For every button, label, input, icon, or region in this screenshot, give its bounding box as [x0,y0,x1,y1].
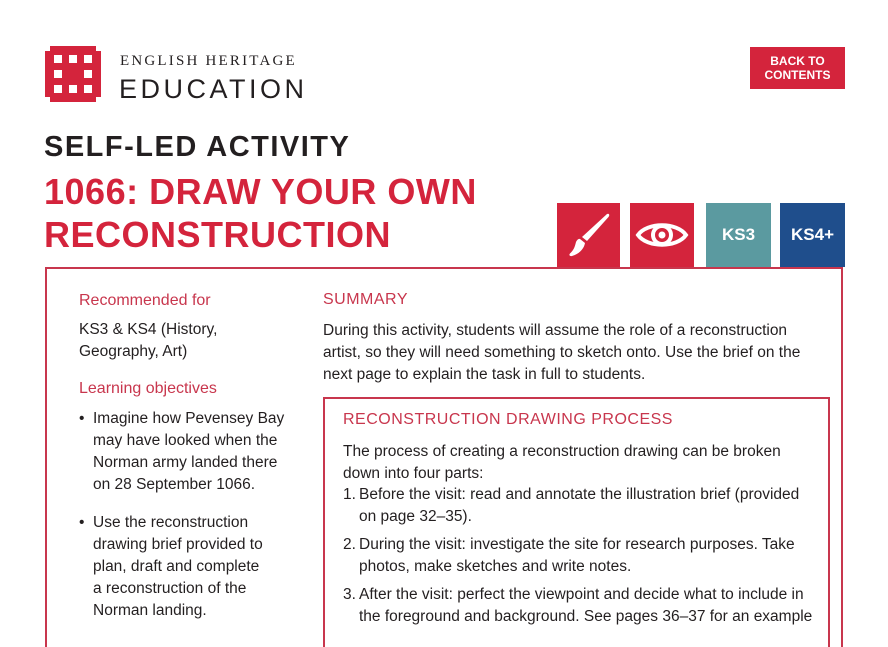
step-number: 2. [343,536,356,553]
step-line: on page 32–35). [359,508,472,525]
step-line: During the visit: investigate the site for research purposes. Take [359,536,795,553]
step-number: 3. [343,586,356,603]
process-intro-line: The process of creating a reconstruction drawing can be broken [343,443,781,460]
back-button-line1: BACK TO [770,54,825,68]
recommended-line2: Geography, Art) [79,343,188,360]
list-item [79,408,294,496]
step-line: the foreground and background. See pages 36–37 for an example [359,608,813,625]
title-line1: 1066: DRAW YOUR OWN [44,171,477,212]
step-line: Before the visit: read and annotate the illustration brief (provided [359,486,800,503]
recommended-heading: Recommended for [79,292,211,309]
page-title [44,170,564,256]
ks3-badge: KS3 [706,203,771,267]
summary-heading: SUMMARY [323,291,408,308]
objective-line: • Use the reconstruction [93,514,249,531]
observe-badge [630,203,694,267]
process-steps [343,484,818,634]
back-button-line2: CONTENTS [764,68,831,82]
english-heritage-logo-icon [45,46,101,102]
objectives-heading: Learning objectives [79,380,217,397]
title-line2: RECONSTRUCTION [44,214,391,255]
process-intro [343,441,818,485]
objective-line: Norman army landed there [93,454,278,471]
sidebar [79,292,294,638]
recommended-line1: KS3 & KS4 (History, [79,321,218,338]
objective-line: drawing brief provided to [93,536,263,553]
recommended-text [79,319,294,363]
objective-line: Norman landing. [93,602,207,619]
objective-line: a reconstruction of the [93,580,247,597]
objective-line: on 28 September 1066. [93,476,256,493]
summary-line: During this activity, students will assume the role of a reconstruction [323,322,788,339]
process-heading: RECONSTRUCTION DRAWING PROCESS [343,411,673,428]
eye-icon [635,218,689,252]
list-item [79,512,294,622]
art-badge [557,203,620,267]
list-item [343,534,818,578]
summary-line: next page to explain the task in full to students. [323,366,646,383]
step-line: photos, make sketches and write notes. [359,558,632,575]
objective-line: plan, draft and complete [93,558,260,575]
ks4-badge: KS4+ [780,203,845,267]
objective-line: • Imagine how Pevensey Bay [93,410,285,427]
page-kicker: SELF-LED ACTIVITY [44,131,351,163]
objective-line: may have looked when the [93,432,278,449]
objectives-list [79,408,294,622]
step-number: 1. [343,486,356,503]
list-item [343,584,818,628]
back-to-contents-button[interactable] [750,47,845,89]
list-item [343,484,818,528]
summary-text [323,320,823,386]
paintbrush-icon [567,211,611,259]
process-intro-line: down into four parts: [343,465,484,482]
brand-dept: EDUCATION [119,74,308,104]
brand-org: ENGLISH HERITAGE [120,53,297,69]
summary-line: artist, so they will need something to sketch onto. Use the brief on the [323,344,801,361]
step-line: After the visit: perfect the viewpoint and decide what to include in [359,586,804,603]
